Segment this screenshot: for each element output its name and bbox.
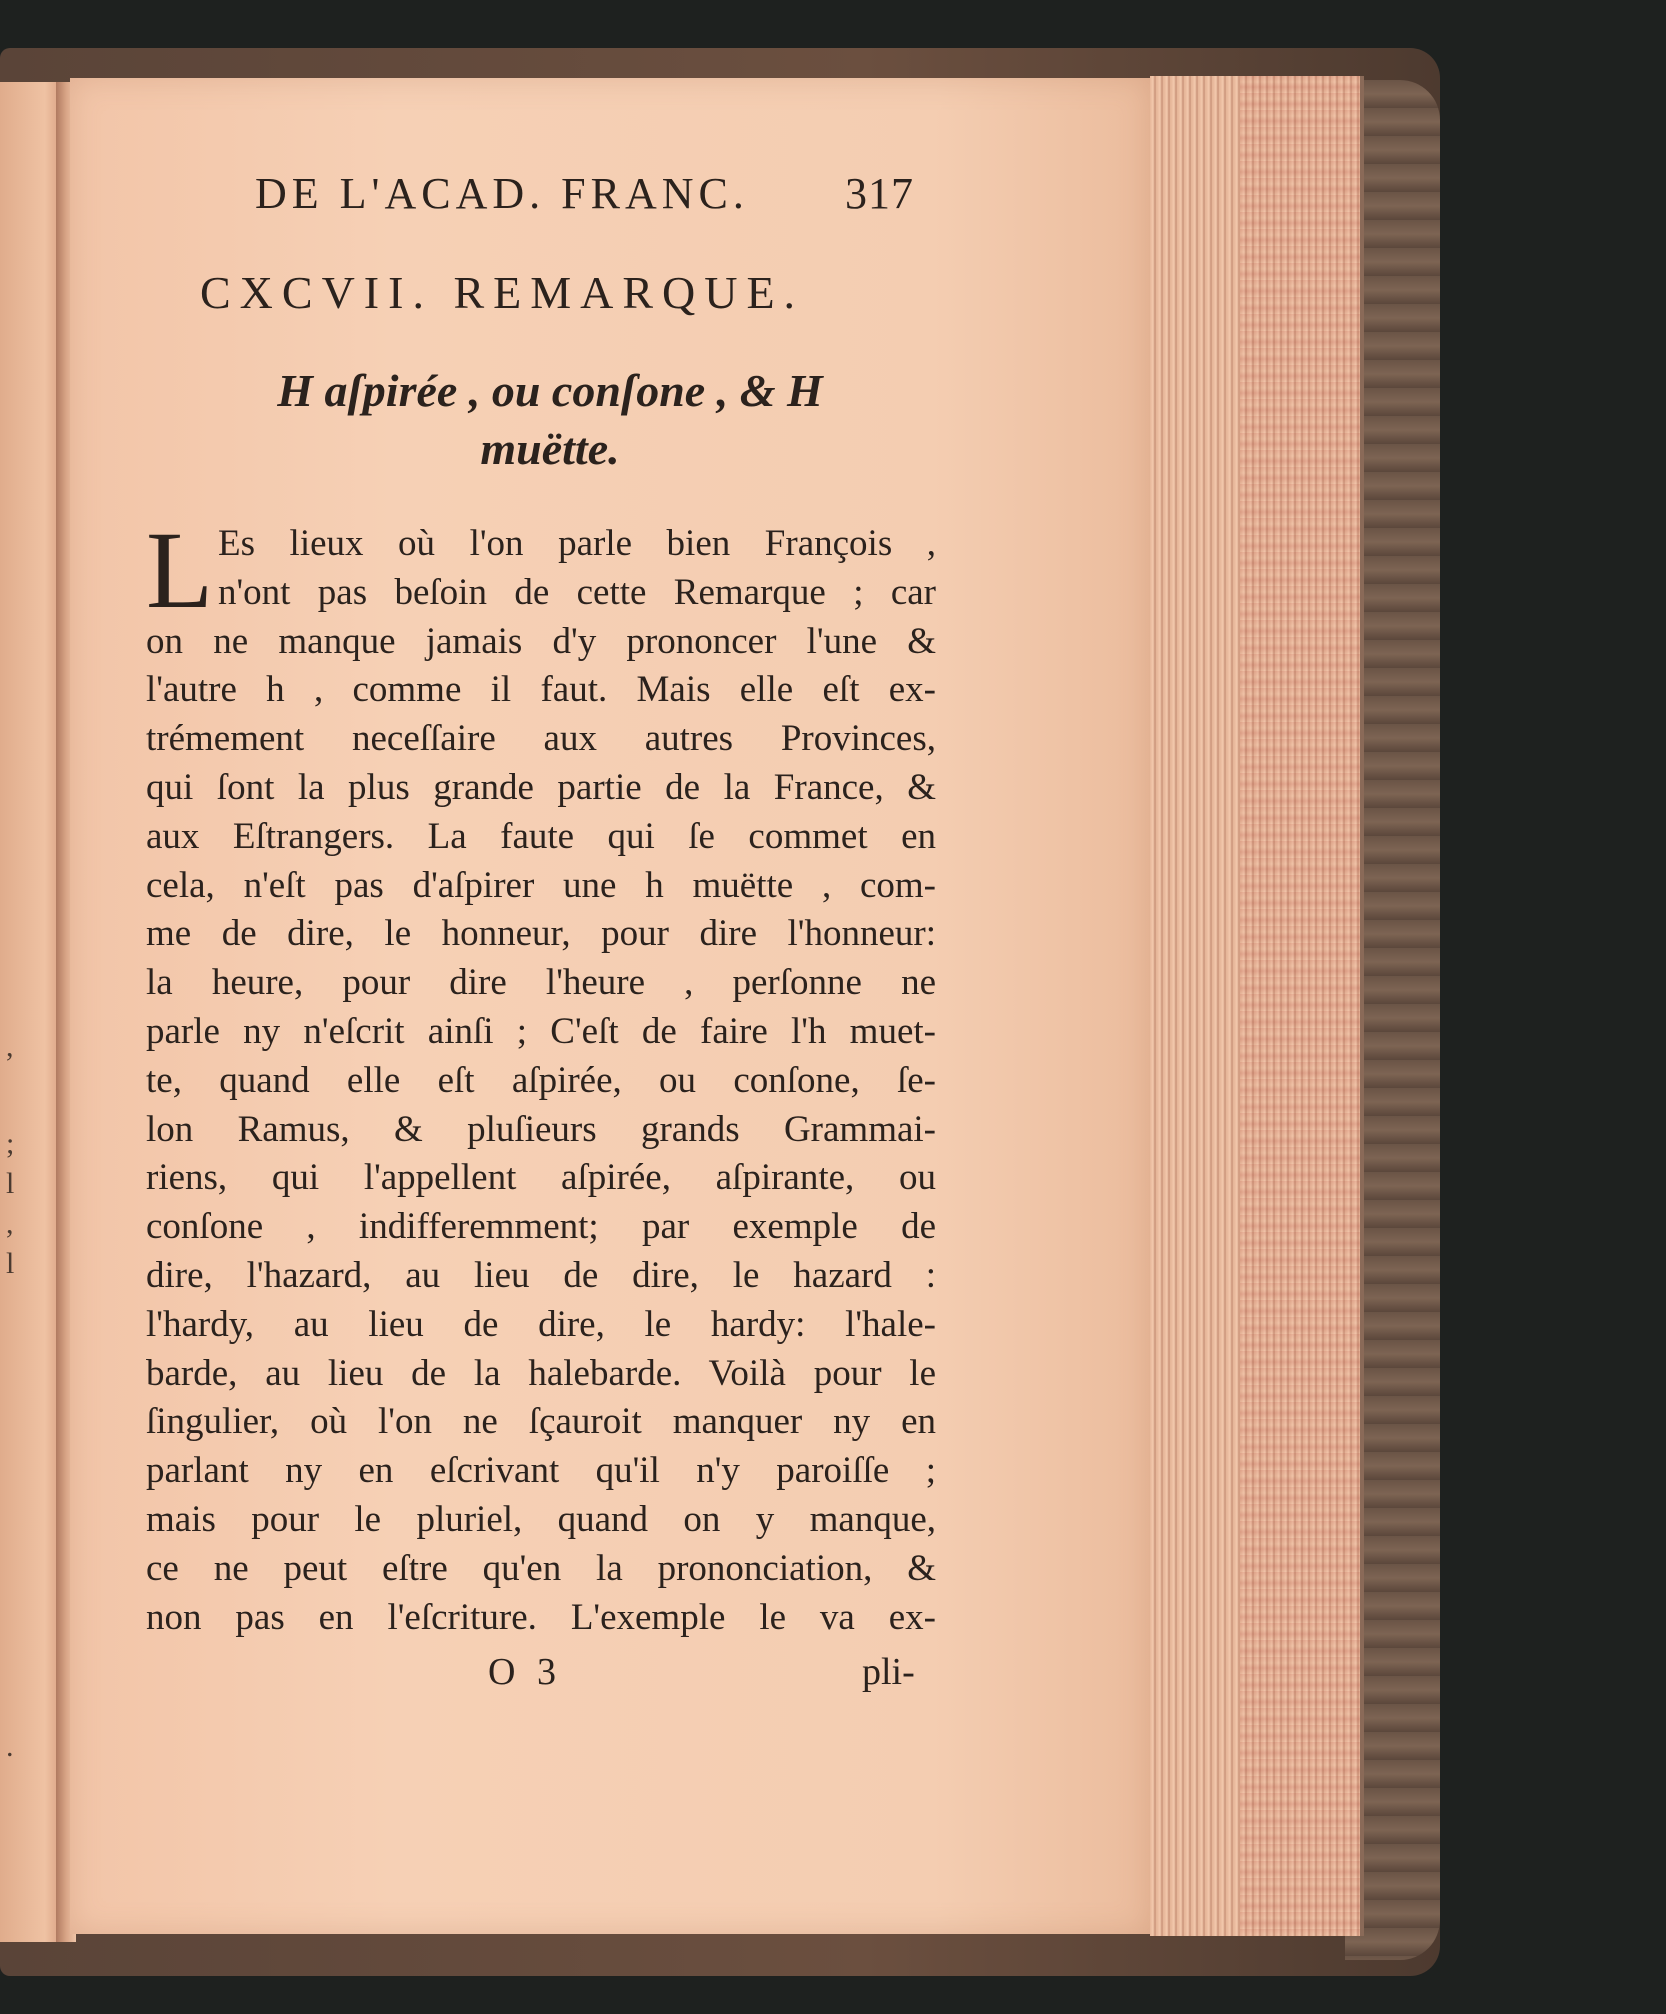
text-line: lon Ramus, & pluſieurs grands Grammai- <box>146 1108 936 1150</box>
text-line: te, quand elle eſt aſpirée, ou conſone, ſe- <box>146 1059 936 1101</box>
text-line: trémement neceſſaire aux autres Provinces, <box>146 718 936 760</box>
margin-char: , <box>6 1030 14 1063</box>
margin-char: l <box>6 1247 15 1280</box>
text-line: on ne manque jamais d'y prononcer l'une & <box>146 620 936 662</box>
subtitle-line: muëtte. <box>480 423 620 474</box>
drop-cap: L <box>146 509 214 631</box>
text-line: l'hardy, au lieu de dire, le hardy: l'hale- <box>146 1303 936 1345</box>
text-line: qui ſont la plus grande partie de la France, & <box>146 766 936 808</box>
left-page-sliver <box>0 82 64 1942</box>
margin-char: ; <box>6 1127 15 1160</box>
text-line: la heure, pour dire l'heure , perſonne ne <box>146 962 936 1004</box>
body-text <box>146 509 936 1642</box>
text-line: conſone , indifferemment; par exemple de <box>146 1206 936 1248</box>
page-number: 317 <box>845 169 914 218</box>
text-line: dire, l'hazard, au lieu de dire, le hazard : <box>146 1254 936 1296</box>
text-line: l'autre h , comme il faut. Mais elle eſt ex- <box>146 669 936 711</box>
signature-mark: O 3 <box>488 1651 562 1693</box>
section-subtitle <box>150 362 950 478</box>
margin-char: . <box>6 1730 14 1763</box>
text-line: Es lieux où l'on parle bien François , <box>218 523 936 564</box>
text-line: ce ne peut eſtre qu'en la prononciation, & <box>146 1547 936 1589</box>
text-line: me de dire, le honneur, pour dire l'honneur: <box>146 913 936 955</box>
text-line: ſingulier, où l'on ne ſçauroit manquer ny en <box>146 1401 936 1443</box>
page-edges <box>1150 76 1364 1936</box>
margin-char: l <box>6 1167 15 1200</box>
running-head <box>255 168 955 219</box>
running-head-title: DE L'ACAD. FRANC. <box>255 169 749 218</box>
text-line: parle ny n'eſcrit ainſi ; C'eſt de faire l'h muet- <box>146 1010 936 1052</box>
catchword: pli- <box>862 1651 915 1693</box>
margin-char: , <box>6 1207 14 1240</box>
text-line: parlant ny en eſcrivant qu'il n'y paroiſſe ; <box>146 1450 936 1492</box>
text-line: riens, qui l'appellent aſpirée, aſpirante, ou <box>146 1157 936 1199</box>
remarque-title: CXCVII. REMARQUE. <box>200 267 805 318</box>
text-line: n'ont pas beſoin de cette Remarque ; car <box>218 571 936 613</box>
text-line: barde, au lieu de la halebarde. Voilà pour le <box>146 1352 936 1394</box>
text-line: cela, n'eſt pas d'aſpirer une h muëtte , com- <box>146 864 936 906</box>
text-line: aux Eſtrangers. La faute qui ſe commet en <box>146 815 936 857</box>
text-line: non pas en l'eſcriture. L'exemple le va ex- <box>146 1596 936 1638</box>
subtitle-line: H aſpirée , ou conſone , & H <box>277 365 823 416</box>
text-line: mais pour le pluriel, quand on y manque, <box>146 1498 936 1540</box>
